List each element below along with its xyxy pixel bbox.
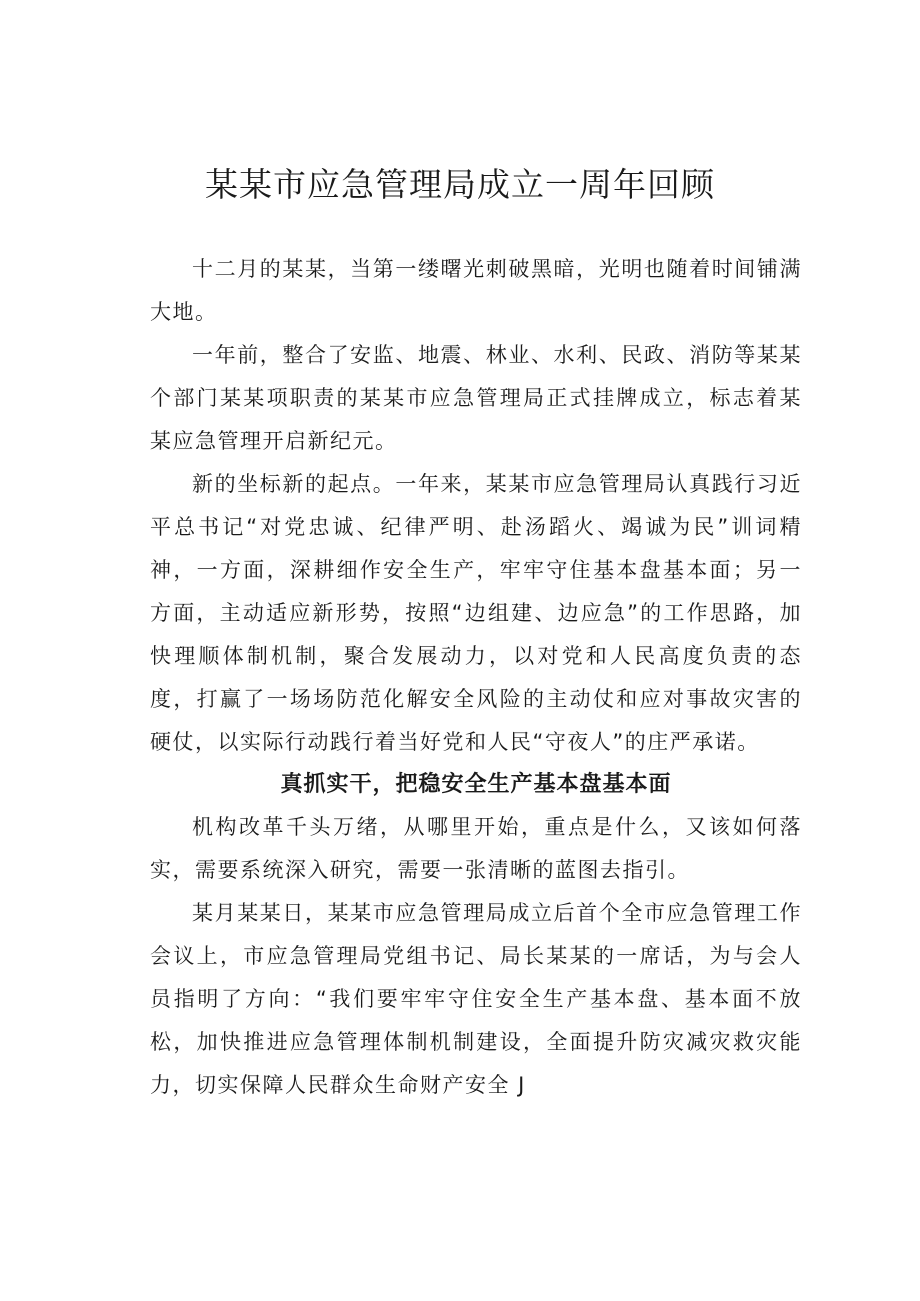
paragraph-1: 十二月的某某，当第一缕曙光刺破黑暗，光明也随着时间铺满大地。 — [150, 257, 802, 324]
section-paragraph-2: 某月某某日，某某市应急管理局成立后首个全市应急管理工作会议上，市应急管理局党组书记、局长某某的一席话，为与会人员指明了方向：“我们要牢牢守住安全生产基本盘、基本面不放松，加快推进应急管理体制机制建设，全面提升防灾减灾救灾能力，切实保障人民群众生命财产安全 J — [150, 901, 802, 1097]
section-heading: 真抓实干，把稳安全生产基本盘基本面 — [280, 772, 672, 797]
document-body — [150, 248, 802, 1107]
document-title: 某某市应急管理局成立一周年回顾 — [205, 165, 715, 204]
paragraph-3: 新的坐标新的起点。一年来，某某市应急管理局认真践行习近平总书记“对党忠诚、纪律严明、赴汤蹈火、竭诚为民”训词精神，一方面，深耕细作安全生产，牢牢守住基本盘基本面；另一方面，主动适应新形势，按照“边组建、边应急”的工作思路，加快理顺体制机制，聚合发展动力，以对党和人民高度负责的态度，打赢了一场场防范化解安全风险的主动仗和应对事故灾害的硬仗，以实际行动践行着当好党和人民“守夜人”的庄严承诺。 — [150, 472, 802, 754]
section-paragraph-1: 机构改革千头万绪，从哪里开始，重点是什么，又该如何落实，需要系统深入研究，需要一张清晰的蓝图去指引。 — [150, 815, 802, 882]
paragraph-2: 一年前，整合了安监、地震、林业、水利、民政、消防等某某个部门某某项职责的某某市应急管理局正式挂牌成立，标志着某某应急管理开启新纪元。 — [150, 343, 802, 453]
